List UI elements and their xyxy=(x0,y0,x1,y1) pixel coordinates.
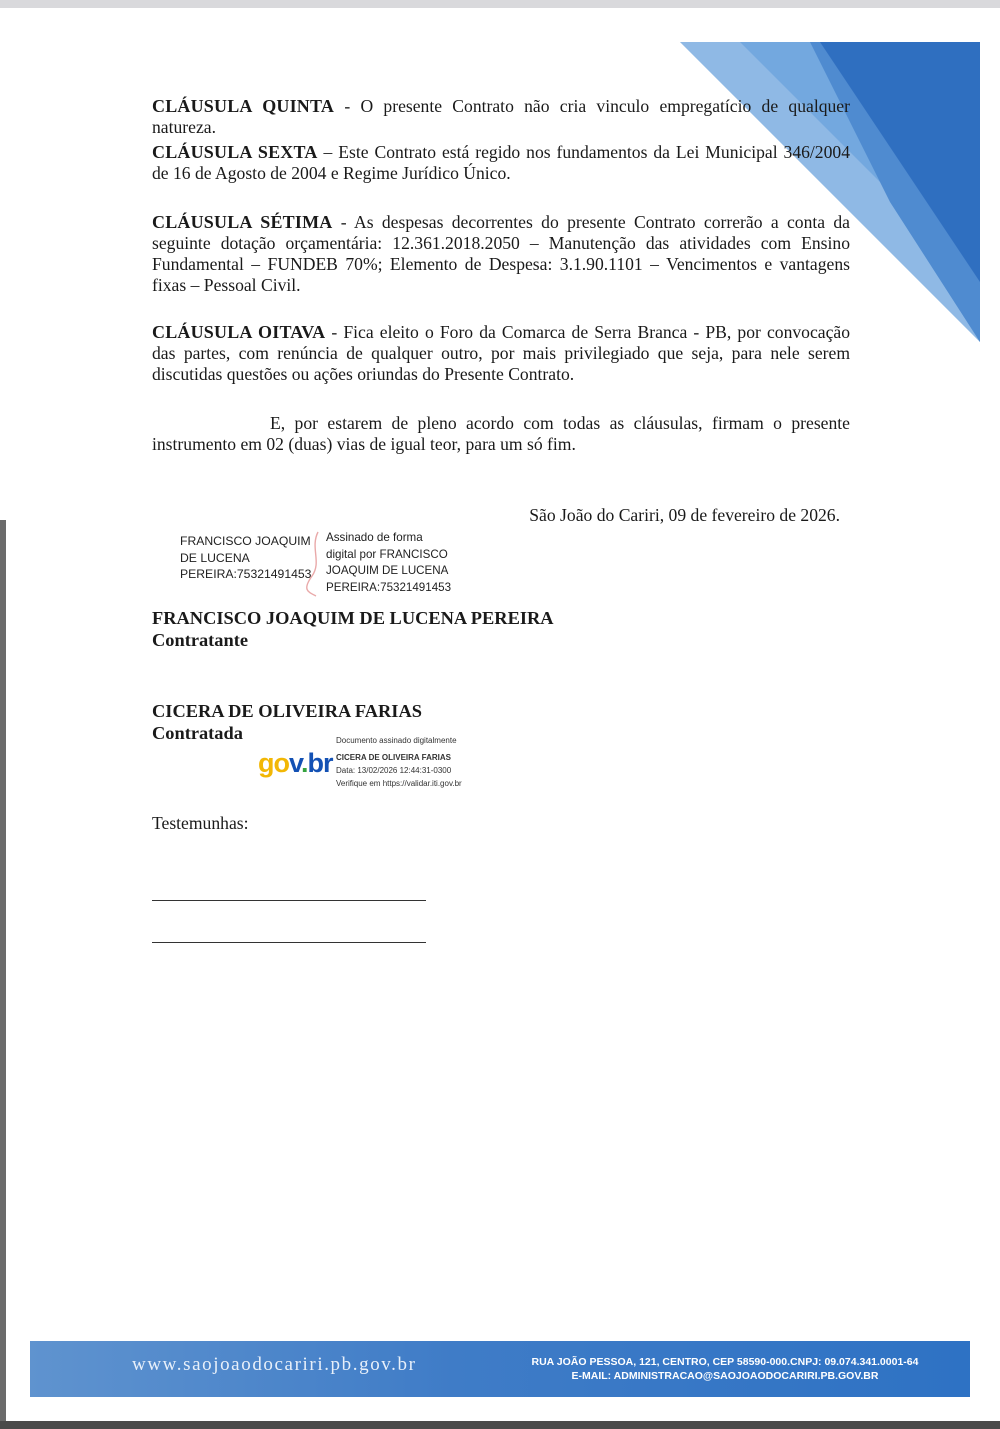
digital-signature-note xyxy=(326,530,451,596)
footer-website: www.saojoaodocariri.pb.gov.br xyxy=(132,1354,417,1375)
clause-text: – Este Contrato está regido nos fundamentos da Lei Municipal 346/2004 de 16 de Agosto de 2004 e Regime Jurídico Único. xyxy=(152,142,850,183)
govbr-stamp-signer: CICERA DE OLIVEIRA FARIAS xyxy=(336,753,451,762)
witness-signature-line xyxy=(152,942,426,943)
govbr-stamp-title: Documento assinado digitalmente xyxy=(336,736,457,745)
contratada-name: CICERA DE OLIVEIRA FARIAS xyxy=(152,701,422,721)
signature-line: DE LUCENA xyxy=(180,550,250,565)
contratada-role: Contratada xyxy=(152,723,243,743)
place-date: São João do Cariri, 09 de fevereiro de 2026. xyxy=(529,505,840,525)
clause-sexta xyxy=(152,142,850,184)
scan-top-edge xyxy=(0,0,1000,8)
signature-note-line: digital por FRANCISCO xyxy=(326,547,448,561)
signature-line: FRANCISCO JOAQUIM xyxy=(180,534,311,548)
clause-heading: CLÁUSULA SÉTIMA xyxy=(152,212,333,232)
footer-address: RUA JOÃO PESSOA, 121, CENTRO, CEP 58590-000.CNPJ: 09.074.341.0001-64 xyxy=(531,1356,919,1368)
govbr-logo: gov.br xyxy=(258,748,333,778)
clause-text: - Fica eleito o Foro da Comarca de Serra Branca - PB, por convocação das partes, com renúncia de qualquer outro, por mais privilegiado que seja, para nele serem discutidas questões ou ações oriundas do Presente Contrato. xyxy=(152,322,850,384)
witnesses-label: Testemunhas: xyxy=(152,813,249,833)
contratante-role: Contratante xyxy=(152,630,249,650)
signature-note-line: PEREIRA:75321491453 xyxy=(326,580,452,594)
signature-line: PEREIRA:75321491453 xyxy=(180,567,312,581)
footer-email: E-MAIL: ADMINISTRACAO@SAOJOAODOCARIRI.PB.GOV.BR xyxy=(571,1370,879,1382)
scan-left-edge xyxy=(0,520,6,1429)
closing-text: E, por estarem de pleno acordo com todas as cláusulas, firmam o presente instrumento em 02 (duas) vias de igual teor, para um só fim. xyxy=(152,413,850,454)
clause-heading: CLÁUSULA SEXTA xyxy=(152,142,318,162)
scan-bottom-edge xyxy=(0,1421,1000,1429)
digital-signature-name xyxy=(180,533,311,583)
signature-note-line: JOAQUIM DE LUCENA xyxy=(326,564,449,577)
govbr-stamp-verify: Verifique em https://validar.iti.gov.br xyxy=(336,779,462,788)
clause-text: - As despesas decorrentes do presente Contrato correrão a conta da seguinte dotação orçamentária: 12.361.2018.2050 – Manutenção das atividades com Ensino Fundamental – FUNDEB 70%; Elemento de Despesa: 3.1.90.1101 – Vencimentos e vantagens fixas – Pessoal Civil. xyxy=(152,212,850,295)
clause-oitava xyxy=(152,322,850,385)
clause-setima xyxy=(152,212,850,296)
signature-note-line: Assinado de forma xyxy=(326,531,423,544)
contratante-name: FRANCISCO JOAQUIM DE LUCENA PEREIRA xyxy=(152,608,554,628)
witness-signature-line xyxy=(152,900,426,901)
closing-paragraph xyxy=(152,413,850,455)
clause-heading: CLÁUSULA OITAVA xyxy=(152,322,326,342)
govbr-stamp-date: Data: 13/02/2026 12:44:31-0300 xyxy=(336,766,452,775)
clause-quinta xyxy=(152,96,850,138)
corner-decoration xyxy=(680,42,980,342)
clause-heading: CLÁUSULA QUINTA xyxy=(152,96,335,116)
clause-text: - O presente Contrato não cria vinculo empregatício de qualquer natureza. xyxy=(152,96,850,137)
